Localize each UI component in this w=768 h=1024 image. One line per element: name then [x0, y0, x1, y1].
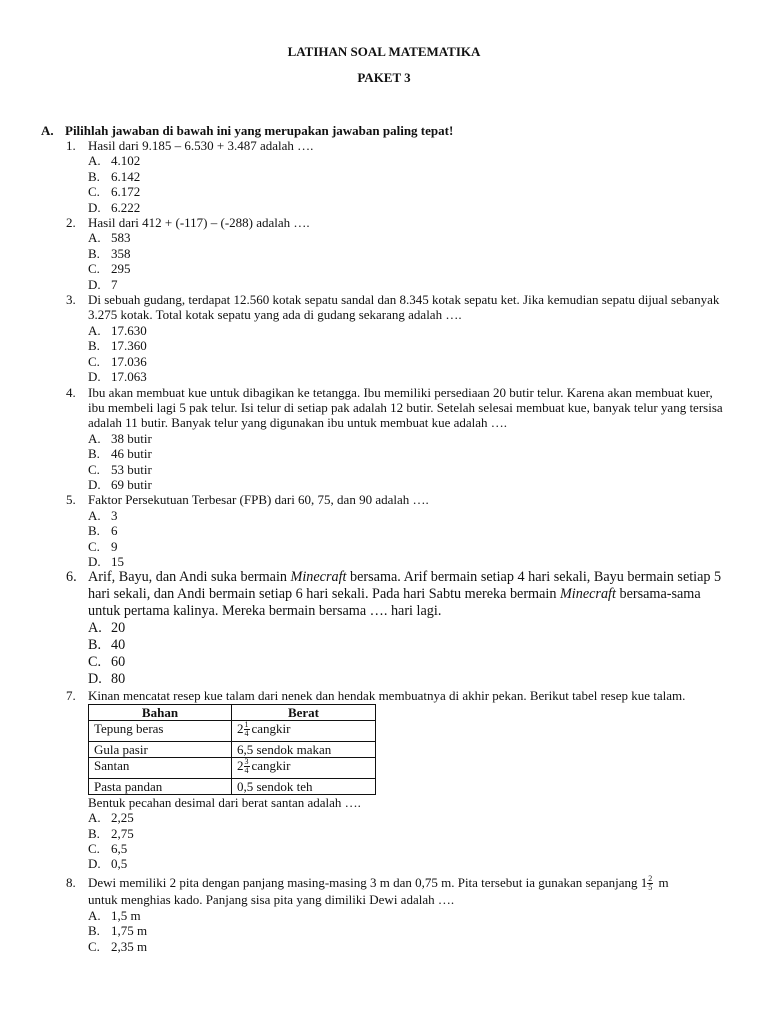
- option-value: 69 butir: [111, 476, 152, 492]
- section-label: A.: [41, 123, 54, 138]
- question-text: [88, 875, 726, 908]
- option: [88, 654, 768, 671]
- question-text: Di sebuah gudang, terdapat 12.560 kotak sepatu sandal dan 8.345 kotak sepatu ket. Jika kemudian sepatu dijual sebanyak 3.275 kotak. Total kotak sepatu yang ada di gudang sekarang adalah ….: [88, 292, 720, 323]
- option-letter: D.: [88, 476, 101, 492]
- option-letter: A.: [88, 230, 101, 246]
- question-text: Kinan mencatat resep kue talam dari nenek dan hendak membuatnya di akhir pekan. Berikut tabel resep kue talam.: [88, 688, 686, 704]
- question-7: [0, 688, 768, 871]
- option-value: 1,5 m: [111, 907, 141, 923]
- fraction: [244, 758, 250, 775]
- option-value: 6: [111, 523, 118, 539]
- option: [88, 539, 768, 554]
- option: [88, 908, 768, 923]
- option: [88, 369, 768, 384]
- unit: cangkir: [251, 757, 291, 773]
- fraction: [647, 875, 653, 892]
- option-letter: C.: [88, 654, 102, 671]
- option: [88, 508, 768, 523]
- question-2: [0, 215, 768, 292]
- option-letter: D.: [88, 856, 101, 872]
- ingredient-cell: Gula pasir: [89, 741, 232, 757]
- option-letter: B.: [88, 637, 102, 654]
- option-value: 20: [111, 620, 126, 637]
- fraction: [244, 721, 250, 738]
- option-letter: D.: [88, 199, 101, 215]
- option: [88, 939, 768, 954]
- column-header: Berat: [232, 704, 376, 720]
- option-value: 6.142: [111, 168, 141, 184]
- option-letter: C.: [88, 938, 100, 954]
- option: [88, 637, 768, 654]
- option: [88, 523, 768, 538]
- option-value: 40: [111, 637, 126, 654]
- unit: m: [655, 874, 669, 890]
- question-text: Hasil dari 412 + (-117) – (-288) adalah ….: [88, 215, 310, 231]
- table-row: [89, 720, 376, 741]
- option-value: 17.360: [111, 338, 147, 354]
- option: [88, 810, 768, 825]
- table-row: [89, 778, 376, 794]
- game-title: Minecraft: [290, 569, 347, 586]
- option: [88, 446, 768, 461]
- option-value: 17.063: [111, 369, 147, 385]
- option-value: 6,5: [111, 841, 128, 856]
- table-header-row: [89, 704, 376, 720]
- table-row: [89, 741, 376, 757]
- whole-number: 1: [640, 874, 648, 890]
- question-number: 6.: [66, 569, 77, 586]
- option-value: 2,25: [111, 810, 134, 826]
- column-header: Bahan: [89, 704, 232, 720]
- option-letter: C.: [88, 538, 100, 554]
- option: [88, 462, 768, 477]
- option-letter: C.: [88, 353, 100, 369]
- question-text: Faktor Persekutuan Terbesar (FPB) dari 60, 75, dan 90 adalah ….: [88, 492, 429, 508]
- option: [88, 554, 768, 569]
- option-value: 15: [111, 553, 124, 569]
- option-letter: C.: [88, 841, 100, 856]
- option-letter: B.: [88, 245, 100, 261]
- section-heading: [41, 123, 453, 138]
- option-letter: B.: [88, 825, 100, 841]
- denominator: 4: [244, 729, 249, 739]
- option-value: 38 butir: [111, 430, 152, 446]
- option-letter: C.: [88, 461, 100, 477]
- question-number: 4.: [66, 384, 76, 400]
- numerator: 2: [648, 874, 653, 884]
- question-number: 7.: [66, 688, 76, 704]
- option: [88, 431, 768, 446]
- question-number: 1.: [66, 138, 76, 153]
- option-letter: A.: [88, 810, 101, 826]
- option-value: 2,35 m: [111, 938, 148, 954]
- option-letter: B.: [88, 923, 100, 939]
- option: [88, 841, 768, 856]
- option-value: 358: [111, 245, 131, 261]
- option-value: 46 butir: [111, 446, 152, 462]
- weight-cell: [232, 720, 376, 741]
- option: [88, 338, 768, 353]
- option-value: 9: [111, 538, 118, 554]
- weight-cell: 0,5 sendok teh: [232, 778, 376, 794]
- text-part: untuk menghias kado. Panjang sisa pita yang dimiliki Dewi adalah ….: [88, 892, 455, 908]
- page-title: LATIHAN SOAL MATEMATIKA: [287, 44, 481, 59]
- section-instruction: Pilihlah jawaban di bawah ini yang merupakan jawaban paling tepat!: [65, 123, 454, 138]
- option-letter: A.: [88, 507, 101, 523]
- option: [88, 354, 768, 369]
- option: [88, 923, 768, 938]
- option-value: 53 butir: [111, 461, 152, 477]
- denominator: 5: [648, 883, 653, 893]
- option-letter: B.: [88, 338, 100, 354]
- option: [88, 230, 768, 245]
- page-subtitle: PAKET 3: [357, 70, 411, 85]
- option-value: 3: [111, 507, 118, 523]
- option: [88, 169, 768, 184]
- table-row: [89, 757, 376, 778]
- whole-number: 2: [237, 720, 244, 736]
- option-value: 0,5: [111, 856, 128, 872]
- question-list: [0, 138, 768, 954]
- option-letter: A.: [88, 430, 101, 446]
- text-part: bersama-sama untuk pertama kalinya. Mereka bermain bersama …. hari lagi.: [88, 586, 701, 620]
- option-value: 6.172: [111, 184, 141, 200]
- option-letter: D.: [88, 671, 102, 688]
- option-value: 7: [111, 276, 118, 292]
- option: [88, 620, 768, 637]
- option-letter: C.: [88, 184, 100, 200]
- ingredient-cell: Tepung beras: [89, 720, 232, 741]
- question-number: 2.: [66, 215, 76, 231]
- question-text: Ibu akan membuat kue untuk dibagikan ke tetangga. Ibu memiliki persediaan 20 butir telur. Karena akan membuat kuer, ibu membeli lagi 5 pak telur. Isi telur di setiap pak adalah 12 butir. Setelah selesai membuat kue, banyak telur yang tersisa adalah 11 butir. Banyak telur yang digunakan ibu untuk membuat kue adalah ….: [88, 384, 723, 431]
- option-letter: B.: [88, 523, 100, 539]
- option: [88, 856, 768, 871]
- game-title: Minecraft: [559, 586, 616, 603]
- text-part: Arif, Bayu, dan Andi suka bermain: [88, 569, 291, 586]
- option: [88, 826, 768, 841]
- option-value: 17.630: [111, 322, 147, 338]
- option-letter: C.: [88, 261, 100, 277]
- numerator: 1: [244, 720, 249, 730]
- question-number: 3.: [66, 292, 76, 308]
- option: [88, 246, 768, 261]
- option-letter: A.: [88, 620, 102, 637]
- question-number: 5.: [66, 492, 76, 508]
- option-value: 1,75 m: [111, 923, 148, 939]
- option: [88, 477, 768, 492]
- question-3: [0, 292, 768, 384]
- option-letter: B.: [88, 446, 100, 462]
- question-4: [0, 385, 768, 493]
- question-text: [88, 569, 726, 620]
- question-number: 8.: [66, 874, 76, 890]
- option-letter: A.: [88, 322, 101, 338]
- question-8: [0, 875, 768, 954]
- recipe-table: [88, 704, 376, 795]
- option: [88, 261, 768, 276]
- option-value: 60: [111, 654, 126, 671]
- whole-number: 2: [237, 757, 244, 773]
- weight-cell: 6,5 sendok makan: [232, 741, 376, 757]
- option: [88, 323, 768, 338]
- option: [88, 184, 768, 199]
- question-text: Hasil dari 9.185 – 6.530 + 3.487 adalah ….: [88, 138, 314, 153]
- option: [88, 277, 768, 292]
- denominator: 4: [244, 766, 249, 776]
- option-value: 4.102: [111, 153, 141, 169]
- option-value: 6.222: [111, 199, 141, 215]
- weight-cell: [232, 757, 376, 778]
- option-value: 80: [111, 671, 126, 688]
- option: [88, 153, 768, 168]
- option-value: 2,75: [111, 825, 134, 841]
- unit: cangkir: [251, 720, 291, 736]
- option-value: 583: [111, 230, 131, 246]
- question-5: [0, 492, 768, 569]
- text-part: bersama. Arif bermain setiap 4 hari sekali, Bayu bermain setiap 5 hari sekali, dan Andi bermain setiap 6 hari sekali. Pada hari Sabtu mereka bermain: [88, 569, 722, 603]
- text-part: Dewi memiliki 2 pita dengan panjang masing-masing 3 m dan 0,75 m. Pita tersebut ia gunakan sepanjang: [88, 874, 641, 890]
- option-value: 295: [111, 261, 131, 277]
- option-letter: D.: [88, 553, 101, 569]
- option-value: 17.036: [111, 353, 147, 369]
- option-letter: A.: [88, 153, 101, 169]
- option-letter: A.: [88, 907, 101, 923]
- option-letter: B.: [88, 168, 100, 184]
- option-letter: D.: [88, 276, 101, 292]
- ingredient-cell: Pasta pandan: [89, 778, 232, 794]
- question-6: [0, 569, 768, 688]
- option: [88, 671, 768, 688]
- question-followup: Bentuk pecahan desimal dari berat santan adalah ….: [88, 794, 361, 810]
- option: [88, 200, 768, 215]
- question-1: [0, 138, 768, 215]
- ingredient-cell: Santan: [89, 757, 232, 778]
- option-letter: D.: [88, 369, 101, 385]
- numerator: 3: [244, 757, 249, 767]
